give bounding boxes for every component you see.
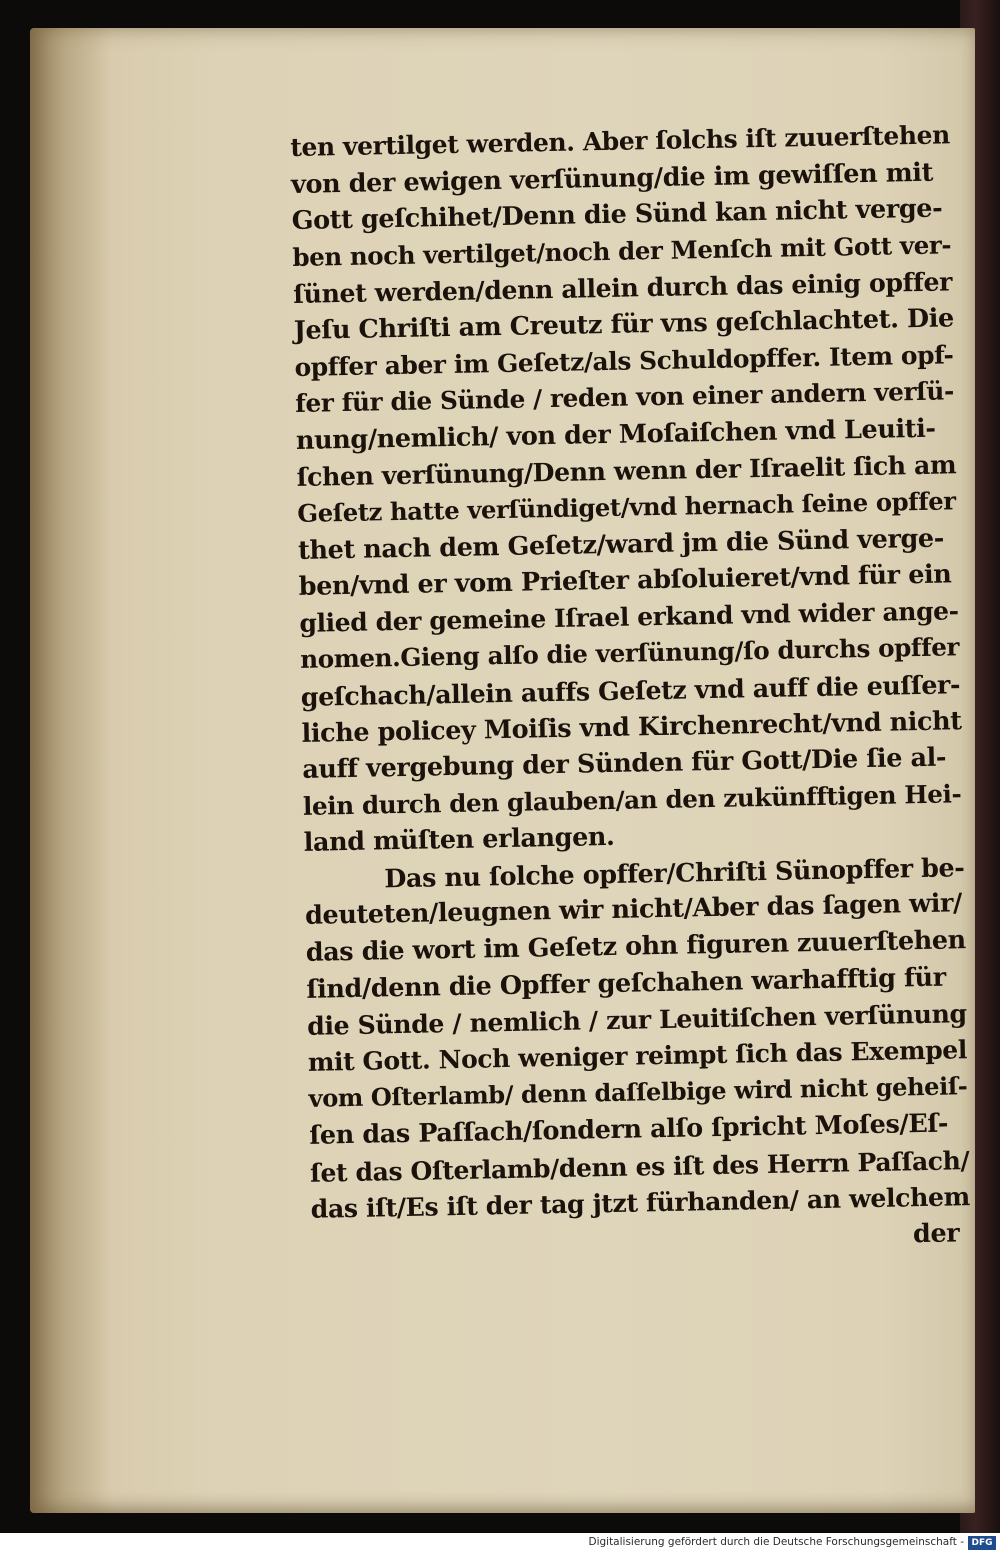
text-line: thet nach dem Geſetz/ward jm die Sünd verge- xyxy=(297,523,945,566)
text-line: opffer aber im Geſetz/als Schuldopffer. Item opf- xyxy=(294,339,954,382)
text-line: ſind/denn die Opffer geſchahen warhafftig für xyxy=(306,962,946,1005)
text-line: das iſt/Es iſt der tag jtzt fürhanden/ an welchem xyxy=(310,1181,971,1225)
catchword: der xyxy=(912,1218,960,1250)
text-line: auff vergebung der Sünden für Gott/Die ſie al- xyxy=(302,742,947,785)
text-line: ſchen verſünung/Denn wenn der Iſraelit ſich am xyxy=(296,449,957,493)
text-line: die Sünde / nemlich / zur Leuitiſchen verſünung xyxy=(306,998,967,1042)
text-line: land müſten erlangen. xyxy=(303,822,615,859)
dfg-logo: DFG xyxy=(968,1536,996,1550)
footer-credit: Digitalisierung gefördert durch die Deutsche Forschungsgemeinschaft - xyxy=(588,1536,964,1548)
text-line: deuteten/leugnen wir nicht/Aber das ſagen wir/ xyxy=(304,888,963,932)
text-line: ben/vnd er vom Prieſter abſoluieret/vnd für ein xyxy=(298,559,952,603)
text-line: mit Gott. Noch weniger reimpt ſich das Exempel xyxy=(307,1035,968,1077)
text-line: Gott geſchihet/Denn die Sünd kan nicht verge- xyxy=(291,193,943,237)
text-line: ſet das Oſterlamb/denn es iſt des Herrn Paſſach/ xyxy=(309,1144,970,1188)
text-line: vom Oſterlamb/ denn daſſelbige wird nicht geheiſ- xyxy=(308,1071,968,1114)
page-text-block xyxy=(290,117,992,1264)
text-line: Jeſu Chriſti am Creutz für vns geſchlachtet. Die xyxy=(293,303,955,346)
text-line: Geſetz hatte verſündiget/vnd hernach ſeine opffer xyxy=(297,486,956,528)
text-line: Das nu ſolche opffer/Chriſti Sünopffer be- xyxy=(384,852,965,894)
text-line: ten vertilget werden. Aber ſolchs iſt zuuerſtehen xyxy=(290,120,951,162)
text-line: das die wort im Geſetz ohn figuren zuuerſtehen xyxy=(305,925,967,968)
text-line: von der ewigen verſünung/die im gewiſſen mit xyxy=(290,157,934,200)
text-line: ſünet werden/denn allein durch das einig opffer xyxy=(292,266,953,310)
footer-bar xyxy=(0,1533,1000,1554)
text-line: liche policey Moiſis vnd Kirchenrecht/vnd nicht xyxy=(301,705,962,749)
text-line: ben noch vertilget/noch der Menſch mit Gott ver- xyxy=(292,230,952,272)
text-line: lein durch den glauben/an den zukünfftigen Hei- xyxy=(302,778,962,821)
text-line: nomen.Gieng alſo die verſünung/ſo durchs opffer xyxy=(299,632,960,675)
text-line: glied der gemeine Iſrael erkand vnd wider ange- xyxy=(299,595,959,638)
page-gutter xyxy=(30,28,110,1513)
text-line: fer für die Sünde / reden von einer andern verſü- xyxy=(294,376,955,419)
text-line: geſchach/allein auffs Geſetz vnd auff die euſſer- xyxy=(300,669,961,712)
text-line: ſen das Paſſach/ſondern alſo ſpricht Moſes/Eſ- xyxy=(309,1108,949,1151)
text-line: nung/nemlich/ von der Moſaiſchen vnd Leuiti- xyxy=(295,413,936,456)
